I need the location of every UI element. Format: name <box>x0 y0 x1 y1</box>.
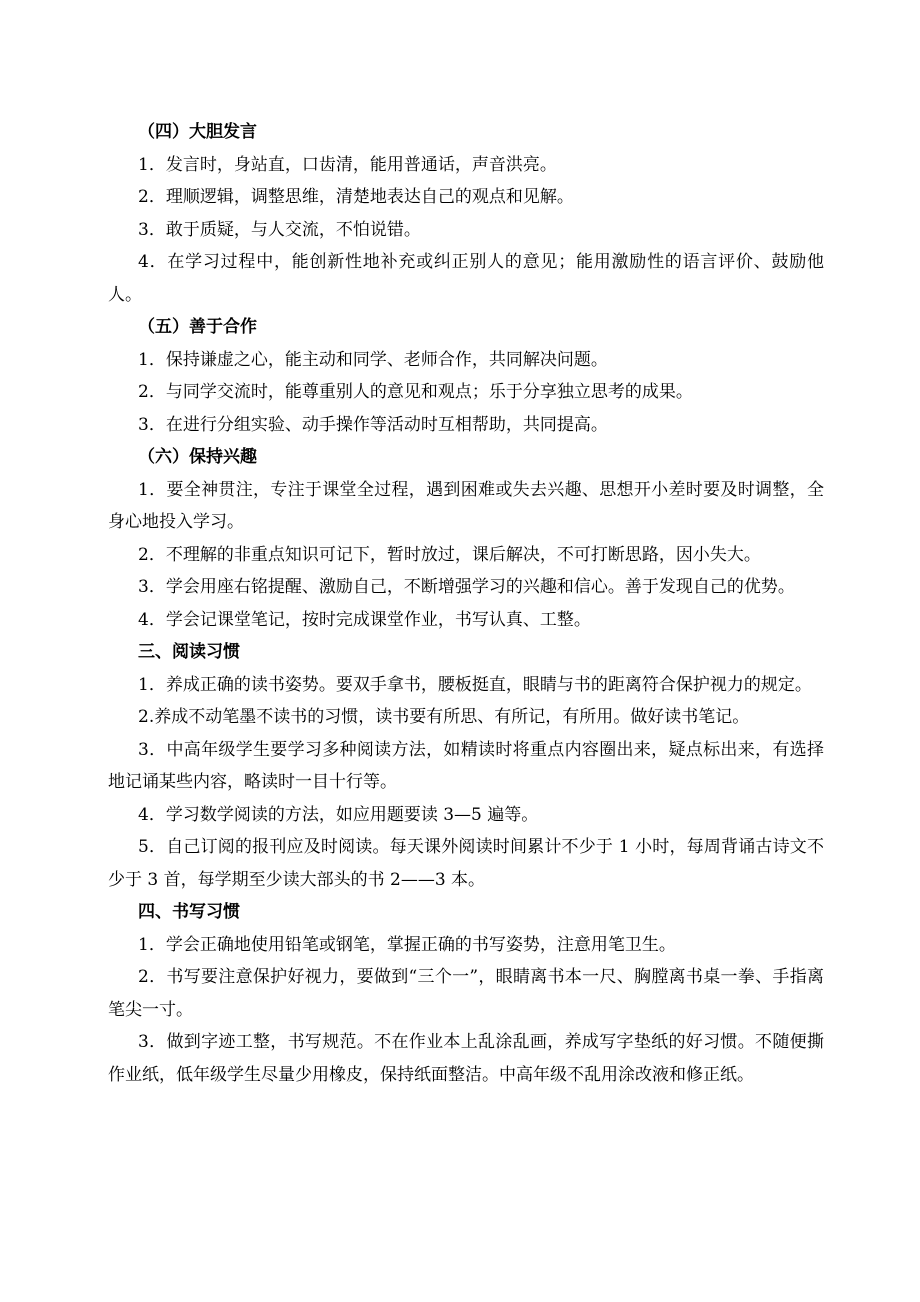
list-item: 2.养成不动笔墨不读书的习惯，读书要有所思、有所记，有所用。做好读书笔记。 <box>138 707 750 727</box>
list-item: 5．自己订阅的报刊应及时阅读。每天课外阅读时间累计不少于 1 小时，每周背诵古诗文不少于 3 首，每学期至少读大部头的书 2——3 本。 <box>108 837 824 890</box>
section-heading: （四）大胆发言 <box>138 122 257 142</box>
list-item: 2．不理解的非重点知识可记下，暂时放过，课后解决，不可打断思路，因小失大。 <box>138 544 761 565</box>
list-item: 1．保持谦虚之心，能主动和同学、老师合作，共同解决问题。 <box>138 349 608 370</box>
list-item: 4．学习数学阅读的方法，如应用题要读 3—5 遍等。 <box>138 804 539 825</box>
list-item: 2．书写要注意保护好视力，要做到“三个一”，眼睛离书本一尺、胸膛离书桌一拳、手指离笔尖一寸。 <box>108 967 824 1020</box>
list-item: 3．做到字迹工整，书写规范。不在作业本上乱涂乱画，养成写字垫纸的好习惯。不随便撕作业纸，低年级学生尽量少用橡皮，保持纸面整洁。中高年级不乱用涂改液和修正纸。 <box>108 1032 824 1085</box>
list-item: 1．学会正确地使用铅笔或钢笔，掌握正确的书写姿势，注意用笔卫生。 <box>138 934 676 955</box>
list-item: 3．敢于质疑，与人交流，不怕说错。 <box>138 219 421 240</box>
list-item: 1．要全神贯注，专注于课堂全过程，遇到困难或失去兴趣、思想开小差时要及时调整，全身心地投入学习。 <box>108 479 824 532</box>
list-item: 4．在学习过程中，能创新性地补充或纠正别人的意见；能用激励性的语言评价、鼓励他人。 <box>108 252 824 305</box>
list-item: 1．养成正确的读书姿势。要双手拿书，腰板挺直，眼睛与书的距离符合保护视力的规定。 <box>138 674 812 695</box>
section-heading: （六）保持兴趣 <box>138 447 257 467</box>
list-item: 1．发言时，身站直，口齿清，能用普通话，声音洪亮。 <box>138 154 557 175</box>
section-heading: （五）善于合作 <box>138 317 257 337</box>
list-item: 2．理顺逻辑，调整思维，清楚地表达自己的观点和见解。 <box>138 187 574 207</box>
list-item: 3．在进行分组实验、动手操作等活动时互相帮助，共同提高。 <box>138 414 608 435</box>
section-heading: 三、阅读习惯 <box>138 642 240 662</box>
list-item: 4．学会记课堂笔记，按时完成课堂作业，书写认真、工整。 <box>138 609 591 630</box>
list-item: 3．学会用座右铭提醒、激励自己，不断增强学习的兴趣和信心。善于发现自己的优势。 <box>138 577 795 597</box>
document-page <box>108 116 824 1091</box>
list-item: 2．与同学交流时，能尊重别人的意见和观点；乐于分享独立思考的成果。 <box>138 382 693 402</box>
list-item: 3．中高年级学生要学习多种阅读方法，如精读时将重点内容圈出来，疑点标出来，有选择地记诵某些内容，略读时一目十行等。 <box>108 739 824 792</box>
section-heading: 四、书写习惯 <box>138 902 240 922</box>
